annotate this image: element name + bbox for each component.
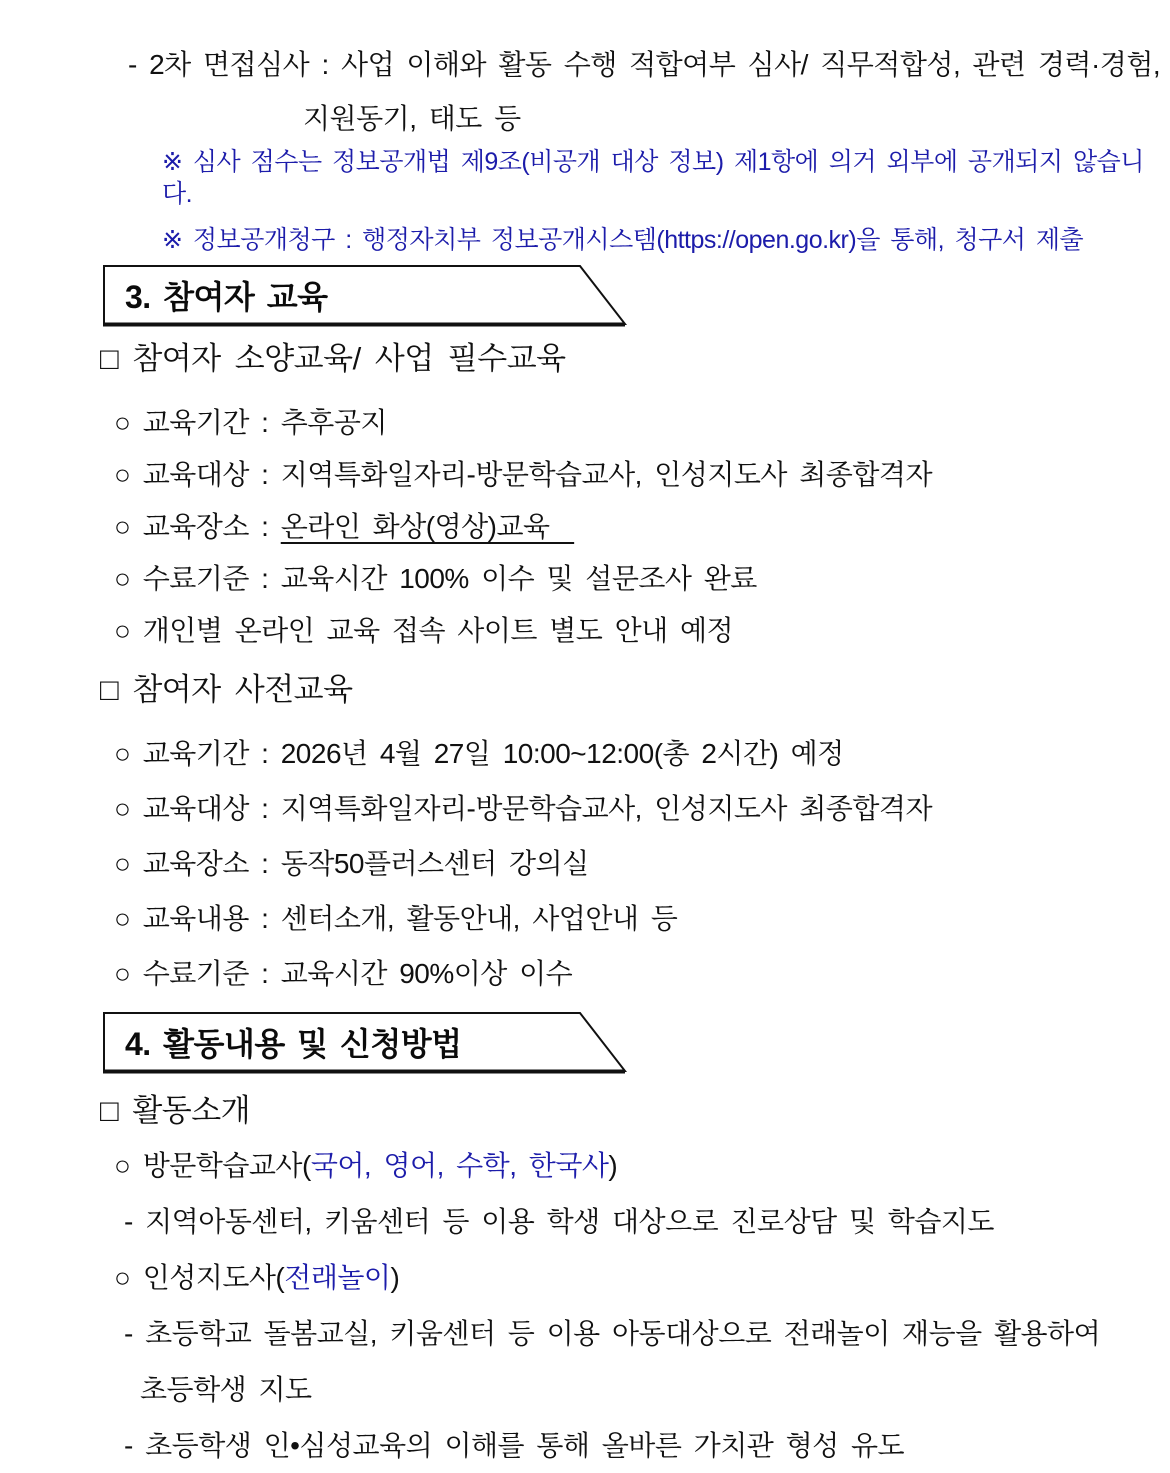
- group-heading-pre-edu: □ 참여자 사전교육: [100, 672, 353, 707]
- section-3-banner: [103, 265, 627, 327]
- item-text: ○ 교육장소 :: [114, 511, 281, 542]
- activity-character-coach: [114, 1261, 1170, 1295]
- list-item-edu-place: [114, 510, 1170, 544]
- list-item-edu-place-2: ○ 교육장소 : 동작50플러스센터 강의실: [114, 848, 589, 879]
- intro-line-2: 지원동기, 태도 등: [303, 103, 521, 134]
- list-item-edu-period: ○ 교육기간 : 추후공지: [114, 407, 387, 438]
- activity-detail-2: - 초등학교 돌봄교실, 키움센터 등 이용 아동대상으로 전래놀이 재능을 활용하여: [124, 1318, 1101, 1349]
- list-item-site-notice: ○ 개인별 온라인 교육 접속 사이트 별도 안내 예정: [114, 615, 734, 646]
- section-4-banner: [103, 1012, 627, 1074]
- list-item-completion: ○ 수료기준 : 교육시간 100% 이수 및 설문조사 완료: [114, 563, 757, 594]
- activity-detail-3: - 초등학생 인•심성교육의 이해를 통해 올바른 가치관 형성 유도: [124, 1430, 905, 1461]
- list-item-edu-target: ○ 교육대상 : 지역특화일자리-방문학습교사, 인성지도사 최종합격자: [114, 459, 932, 490]
- list-item-completion-2: ○ 수료기준 : 교육시간 90%이상 이수: [114, 958, 573, 989]
- item-subjects-text: 국어, 영어, 수학, 한국사: [310, 1150, 609, 1181]
- list-item-edu-period-2: ○ 교육기간 : 2026년 4월 27일 10:00~12:00(총 2시간) 예정: [114, 738, 844, 769]
- intro-line-1: - 2차 면접심사 : 사업 이해와 활동 수행 적합여부 심사/ 직무적합성, 관련 경력·경험,: [128, 49, 1161, 80]
- item-text: ): [390, 1262, 400, 1293]
- section-4-title: 4. 활동내용 및 신청방법: [125, 1026, 462, 1063]
- activity-visiting-teacher: [114, 1149, 1170, 1183]
- list-item-edu-target-2: ○ 교육대상 : 지역특화일자리-방문학습교사, 인성지도사 최종합격자: [114, 793, 932, 824]
- list-item-edu-content: ○ 교육내용 : 센터소개, 활동안내, 사업안내 등: [114, 903, 678, 934]
- item-text: ○ 방문학습교사(: [114, 1150, 311, 1181]
- item-underlined-text: 온라인 화상(영상)교육: [280, 511, 575, 542]
- group-heading-soyang: □ 참여자 소양교육/ 사업 필수교육: [100, 341, 566, 376]
- section-3-title: 3. 참여자 교육: [125, 279, 328, 316]
- note-line-1: ※ 심사 점수는 정보공개법 제9조(비공개 대상 정보) 제1항에 의거 외부에 공개되지 않습니다.: [162, 148, 1144, 208]
- note-line-2: ※ 정보공개청구 : 행정자치부 정보공개시스템(https://open.go.kr)을 통해, 청구서 제출: [162, 226, 1084, 254]
- activity-detail-1: - 지역아동센터, 키움센터 등 이용 학생 대상으로 진로상담 및 학습지도: [124, 1206, 994, 1237]
- group-heading-activity: □ 활동소개: [100, 1093, 251, 1128]
- item-subjects-text: 전래놀이: [284, 1262, 391, 1293]
- activity-detail-2-cont: 초등학생 지도: [140, 1374, 312, 1405]
- item-text: ): [608, 1150, 618, 1181]
- item-text: ○ 인성지도사(: [114, 1262, 285, 1293]
